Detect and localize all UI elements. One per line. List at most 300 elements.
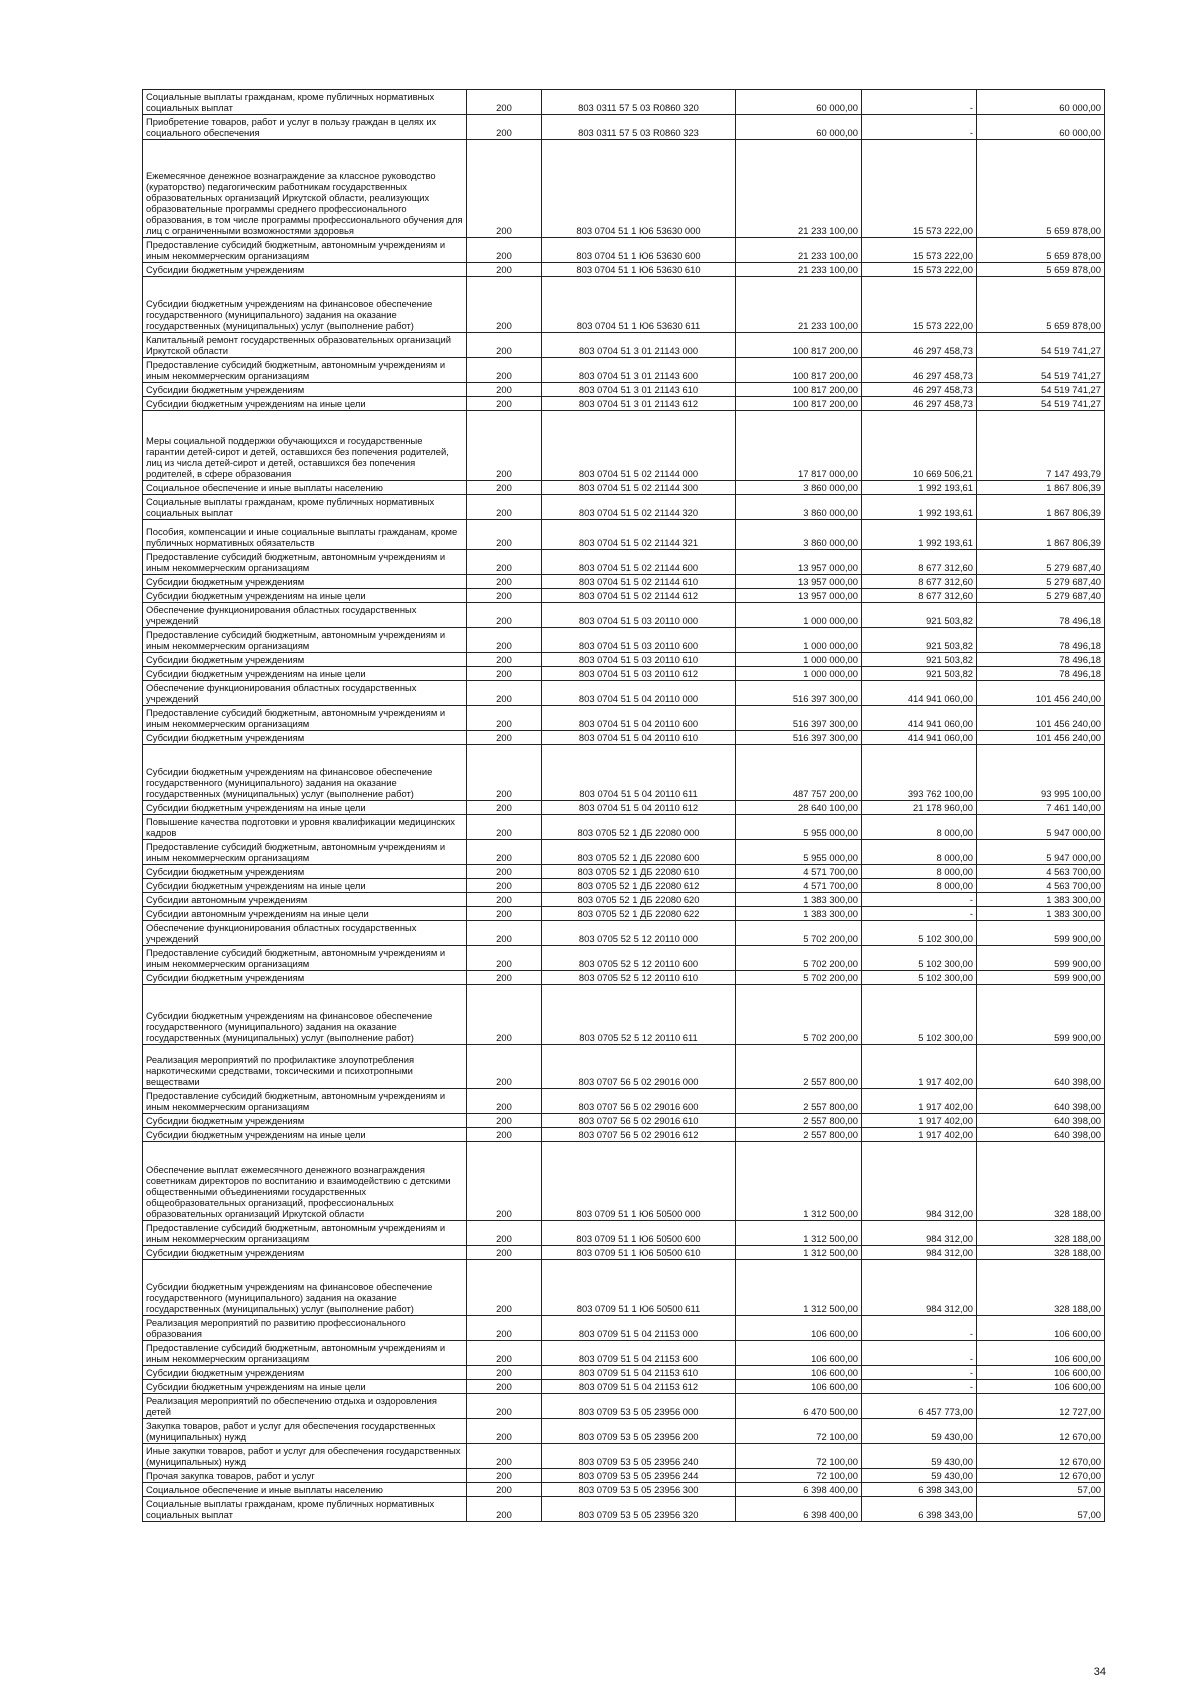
row-code: 200 xyxy=(467,801,542,815)
row-kbk: 803 0311 57 5 03 R0860 323 xyxy=(542,115,736,140)
row-executed: 46 297 458,73 xyxy=(862,397,977,411)
row-approved: 21 233 100,00 xyxy=(736,263,862,277)
row-approved: 60 000,00 xyxy=(736,115,862,140)
row-name: Субсидии бюджетным учреждениям на иные цели xyxy=(143,397,467,411)
row-code: 200 xyxy=(467,589,542,603)
row-executed: 8 000,00 xyxy=(862,879,977,893)
table-row xyxy=(143,238,1105,263)
row-kbk: 803 0707 56 5 02 29016 600 xyxy=(542,1089,736,1114)
row-kbk: 803 0704 51 5 03 20110 600 xyxy=(542,628,736,653)
row-code: 200 xyxy=(467,90,542,115)
row-kbk: 803 0709 51 5 04 21153 000 xyxy=(542,1316,736,1341)
row-executed: - xyxy=(862,115,977,140)
row-name: Повышение качества подготовки и уровня квалификации медицинских кадров xyxy=(143,815,467,840)
row-unexecuted: 5 947 000,00 xyxy=(977,815,1105,840)
row-unexecuted: 101 456 240,00 xyxy=(977,731,1105,745)
row-code: 200 xyxy=(467,971,542,985)
row-executed: - xyxy=(862,893,977,907)
table-row xyxy=(143,277,1105,333)
row-unexecuted: 12 727,00 xyxy=(977,1394,1105,1419)
row-unexecuted: 54 519 741,27 xyxy=(977,358,1105,383)
table-row xyxy=(143,1483,1105,1497)
row-executed: 15 573 222,00 xyxy=(862,238,977,263)
row-kbk: 803 0704 51 5 02 21144 612 xyxy=(542,589,736,603)
row-unexecuted: 54 519 741,27 xyxy=(977,333,1105,358)
row-unexecuted: 5 947 000,00 xyxy=(977,840,1105,865)
row-executed: 46 297 458,73 xyxy=(862,358,977,383)
row-approved: 21 233 100,00 xyxy=(736,277,862,333)
table-row xyxy=(143,1045,1105,1089)
row-executed: - xyxy=(862,907,977,921)
row-unexecuted: 5 659 878,00 xyxy=(977,140,1105,238)
row-name: Предоставление субсидий бюджетным, автономным учреждениям и иным некоммерческим организациям xyxy=(143,1221,467,1246)
row-approved: 1 312 500,00 xyxy=(736,1260,862,1316)
row-executed: 1 917 402,00 xyxy=(862,1045,977,1089)
row-unexecuted: 93 995 100,00 xyxy=(977,745,1105,801)
row-approved: 2 557 800,00 xyxy=(736,1128,862,1142)
row-unexecuted: 78 496,18 xyxy=(977,603,1105,628)
table-row xyxy=(143,946,1105,971)
row-code: 200 xyxy=(467,1114,542,1128)
row-unexecuted: 4 563 700,00 xyxy=(977,865,1105,879)
row-name: Субсидии автономным учреждениям xyxy=(143,893,467,907)
row-executed: 59 430,00 xyxy=(862,1469,977,1483)
row-kbk: 803 0704 51 5 02 21144 300 xyxy=(542,481,736,495)
row-name: Обеспечение функционирования областных государственных учреждений xyxy=(143,921,467,946)
table-row xyxy=(143,1142,1105,1221)
table-row xyxy=(143,603,1105,628)
row-kbk: 803 0704 51 3 01 21143 610 xyxy=(542,383,736,397)
table-row xyxy=(143,1089,1105,1114)
row-unexecuted: 5 659 878,00 xyxy=(977,263,1105,277)
row-code: 200 xyxy=(467,140,542,238)
row-approved: 1 383 300,00 xyxy=(736,907,862,921)
row-executed: - xyxy=(862,90,977,115)
table-row xyxy=(143,411,1105,481)
row-code: 200 xyxy=(467,667,542,681)
row-approved: 487 757 200,00 xyxy=(736,745,862,801)
row-name: Субсидии бюджетным учреждениям на финансовое обеспечение государственного (муниципального) задания на оказание государственных (муниципальных) услуг (выполнение работ) xyxy=(143,985,467,1045)
row-code: 200 xyxy=(467,681,542,706)
row-approved: 72 100,00 xyxy=(736,1469,862,1483)
row-kbk: 803 0707 56 5 02 29016 612 xyxy=(542,1128,736,1142)
table-row xyxy=(143,1221,1105,1246)
row-unexecuted: 4 563 700,00 xyxy=(977,879,1105,893)
row-kbk: 803 0705 52 5 12 20110 610 xyxy=(542,971,736,985)
row-approved: 21 233 100,00 xyxy=(736,140,862,238)
row-executed: 8 000,00 xyxy=(862,865,977,879)
row-name: Обеспечение функционирования областных государственных учреждений xyxy=(143,603,467,628)
table-row xyxy=(143,333,1105,358)
table-row xyxy=(143,1114,1105,1128)
row-code: 200 xyxy=(467,653,542,667)
row-unexecuted: 5 279 687,40 xyxy=(977,550,1105,575)
row-unexecuted: 640 398,00 xyxy=(977,1114,1105,1128)
row-kbk: 803 0704 51 5 02 21144 000 xyxy=(542,411,736,481)
row-kbk: 803 0704 51 1 Ю6 53630 000 xyxy=(542,140,736,238)
row-name: Социальное обеспечение и иные выплаты населению xyxy=(143,1483,467,1497)
row-executed: 59 430,00 xyxy=(862,1419,977,1444)
row-unexecuted: 640 398,00 xyxy=(977,1128,1105,1142)
row-unexecuted: 5 659 878,00 xyxy=(977,277,1105,333)
row-name: Субсидии бюджетным учреждениям на иные цели xyxy=(143,801,467,815)
row-name: Предоставление субсидий бюджетным, автономным учреждениям и иным некоммерческим организациям xyxy=(143,1089,467,1114)
table-row xyxy=(143,1380,1105,1394)
row-name: Капитальный ремонт государственных образовательных организаций Иркутской области xyxy=(143,333,467,358)
row-unexecuted: 7 147 493,79 xyxy=(977,411,1105,481)
row-unexecuted: 57,00 xyxy=(977,1497,1105,1522)
row-approved: 100 817 200,00 xyxy=(736,383,862,397)
row-approved: 5 955 000,00 xyxy=(736,815,862,840)
row-kbk: 803 0704 51 5 04 20110 611 xyxy=(542,745,736,801)
table-row xyxy=(143,1469,1105,1483)
row-kbk: 803 0709 53 5 05 23956 300 xyxy=(542,1483,736,1497)
row-executed: 1 917 402,00 xyxy=(862,1089,977,1114)
row-executed: 921 503,82 xyxy=(862,653,977,667)
row-executed: 46 297 458,73 xyxy=(862,383,977,397)
row-kbk: 803 0704 51 5 03 20110 610 xyxy=(542,653,736,667)
row-kbk: 803 0709 51 5 04 21153 610 xyxy=(542,1366,736,1380)
row-kbk: 803 0704 51 5 02 21144 600 xyxy=(542,550,736,575)
row-code: 200 xyxy=(467,1341,542,1366)
row-name: Реализация мероприятий по профилактике злоупотребления наркотическими средствами, токсическими и психотропными веществами xyxy=(143,1045,467,1089)
row-code: 200 xyxy=(467,1128,542,1142)
row-kbk: 803 0705 52 1 ДБ 22080 000 xyxy=(542,815,736,840)
row-kbk: 803 0704 51 5 04 20110 000 xyxy=(542,681,736,706)
row-approved: 4 571 700,00 xyxy=(736,865,862,879)
row-executed: 414 941 060,00 xyxy=(862,706,977,731)
row-name: Обеспечение функционирования областных государственных учреждений xyxy=(143,681,467,706)
row-unexecuted: 1 383 300,00 xyxy=(977,907,1105,921)
row-unexecuted: 78 496,18 xyxy=(977,667,1105,681)
row-name: Предоставление субсидий бюджетным, автономным учреждениям и иным некоммерческим организациям xyxy=(143,358,467,383)
table-row xyxy=(143,840,1105,865)
row-code: 200 xyxy=(467,1089,542,1114)
row-code: 200 xyxy=(467,815,542,840)
row-kbk: 803 0704 51 5 02 21144 320 xyxy=(542,495,736,520)
row-kbk: 803 0704 51 3 01 21143 600 xyxy=(542,358,736,383)
row-name: Субсидии бюджетным учреждениям xyxy=(143,731,467,745)
row-executed: 1 992 193,61 xyxy=(862,481,977,495)
page-number: 34 xyxy=(1093,1666,1106,1678)
row-code: 200 xyxy=(467,1366,542,1380)
row-kbk: 803 0704 51 5 02 21144 321 xyxy=(542,520,736,550)
table-row xyxy=(143,1419,1105,1444)
row-executed: 984 312,00 xyxy=(862,1221,977,1246)
row-name: Субсидии бюджетным учреждениям на финансовое обеспечение государственного (муниципального) задания на оказание государственных (муниципальных) услуг (выполнение работ) xyxy=(143,745,467,801)
row-approved: 5 955 000,00 xyxy=(736,840,862,865)
row-approved: 100 817 200,00 xyxy=(736,333,862,358)
row-kbk: 803 0704 51 5 03 20110 000 xyxy=(542,603,736,628)
row-approved: 1 000 000,00 xyxy=(736,628,862,653)
row-kbk: 803 0704 51 1 Ю6 53630 610 xyxy=(542,263,736,277)
row-approved: 106 600,00 xyxy=(736,1366,862,1380)
row-name: Обеспечение выплат ежемесячного денежного вознаграждения советникам директоров по воспитанию и взаимодействию с детскими общественными объединениями государственных общеобразовательных организаций, профессиональных образовательных организаций Иркутской области xyxy=(143,1142,467,1221)
row-executed: 8 000,00 xyxy=(862,815,977,840)
row-code: 200 xyxy=(467,1380,542,1394)
row-executed: 414 941 060,00 xyxy=(862,681,977,706)
row-kbk: 803 0709 53 5 05 23956 320 xyxy=(542,1497,736,1522)
table-row xyxy=(143,383,1105,397)
row-unexecuted: 640 398,00 xyxy=(977,1089,1105,1114)
row-executed: 6 457 773,00 xyxy=(862,1394,977,1419)
table-row xyxy=(143,706,1105,731)
row-executed: 393 762 100,00 xyxy=(862,745,977,801)
row-unexecuted: 5 279 687,40 xyxy=(977,589,1105,603)
row-code: 200 xyxy=(467,1045,542,1089)
table-row xyxy=(143,358,1105,383)
row-code: 200 xyxy=(467,985,542,1045)
table-row xyxy=(143,115,1105,140)
table-row xyxy=(143,681,1105,706)
row-code: 200 xyxy=(467,277,542,333)
row-code: 200 xyxy=(467,520,542,550)
row-name: Субсидии бюджетным учреждениям на финансовое обеспечение государственного (муниципального) задания на оказание государственных (муниципальных) услуг (выполнение работ) xyxy=(143,1260,467,1316)
row-kbk: 803 0709 51 1 Ю6 50500 610 xyxy=(542,1246,736,1260)
row-executed: 15 573 222,00 xyxy=(862,140,977,238)
row-executed: 8 677 312,60 xyxy=(862,575,977,589)
row-kbk: 803 0705 52 1 ДБ 22080 612 xyxy=(542,879,736,893)
table-row xyxy=(143,1246,1105,1260)
row-executed: 6 398 343,00 xyxy=(862,1483,977,1497)
row-name: Предоставление субсидий бюджетным, автономным учреждениям и иным некоммерческим организациям xyxy=(143,238,467,263)
row-executed: 8 000,00 xyxy=(862,840,977,865)
table-row xyxy=(143,1366,1105,1380)
row-unexecuted: 78 496,18 xyxy=(977,628,1105,653)
row-kbk: 803 0707 56 5 02 29016 610 xyxy=(542,1114,736,1128)
row-executed: 8 677 312,60 xyxy=(862,550,977,575)
row-name: Предоставление субсидий бюджетным, автономным учреждениям и иным некоммерческим организациям xyxy=(143,628,467,653)
row-approved: 1 312 500,00 xyxy=(736,1221,862,1246)
row-unexecuted: 12 670,00 xyxy=(977,1444,1105,1469)
row-unexecuted: 60 000,00 xyxy=(977,115,1105,140)
row-code: 200 xyxy=(467,1497,542,1522)
row-kbk: 803 0704 51 5 04 20110 610 xyxy=(542,731,736,745)
row-approved: 17 817 000,00 xyxy=(736,411,862,481)
row-code: 200 xyxy=(467,893,542,907)
row-code: 200 xyxy=(467,383,542,397)
row-kbk: 803 0709 51 5 04 21153 612 xyxy=(542,1380,736,1394)
row-approved: 3 860 000,00 xyxy=(736,520,862,550)
row-unexecuted: 1 867 806,39 xyxy=(977,520,1105,550)
table-row xyxy=(143,745,1105,801)
row-kbk: 803 0709 53 5 05 23956 240 xyxy=(542,1444,736,1469)
row-executed: 921 503,82 xyxy=(862,628,977,653)
table-row xyxy=(143,731,1105,745)
row-code: 200 xyxy=(467,879,542,893)
budget-execution-table xyxy=(142,89,1105,1522)
row-unexecuted: 101 456 240,00 xyxy=(977,706,1105,731)
row-kbk: 803 0709 51 5 04 21153 600 xyxy=(542,1341,736,1366)
row-code: 200 xyxy=(467,921,542,946)
row-executed: 1 917 402,00 xyxy=(862,1114,977,1128)
row-approved: 5 702 200,00 xyxy=(736,985,862,1045)
row-executed: - xyxy=(862,1366,977,1380)
row-unexecuted: 106 600,00 xyxy=(977,1341,1105,1366)
table-row xyxy=(143,815,1105,840)
table-row xyxy=(143,801,1105,815)
row-name: Социальные выплаты гражданам, кроме публичных нормативных социальных выплат xyxy=(143,90,467,115)
row-approved: 1 383 300,00 xyxy=(736,893,862,907)
row-name: Субсидии бюджетным учреждениям xyxy=(143,1366,467,1380)
row-approved: 2 557 800,00 xyxy=(736,1045,862,1089)
row-code: 200 xyxy=(467,1394,542,1419)
row-name: Социальные выплаты гражданам, кроме публичных нормативных социальных выплат xyxy=(143,495,467,520)
row-executed: 15 573 222,00 xyxy=(862,263,977,277)
row-approved: 72 100,00 xyxy=(736,1419,862,1444)
row-name: Субсидии бюджетным учреждениям xyxy=(143,653,467,667)
row-unexecuted: 1 383 300,00 xyxy=(977,893,1105,907)
row-executed: 5 102 300,00 xyxy=(862,971,977,985)
row-executed: 1 992 193,61 xyxy=(862,520,977,550)
row-approved: 106 600,00 xyxy=(736,1316,862,1341)
row-unexecuted: 599 900,00 xyxy=(977,971,1105,985)
row-code: 200 xyxy=(467,115,542,140)
row-approved: 5 702 200,00 xyxy=(736,971,862,985)
table-row xyxy=(143,921,1105,946)
table-row xyxy=(143,1341,1105,1366)
row-kbk: 803 0709 53 5 05 23956 244 xyxy=(542,1469,736,1483)
table-row xyxy=(143,397,1105,411)
row-unexecuted: 5 659 878,00 xyxy=(977,238,1105,263)
row-executed: - xyxy=(862,1380,977,1394)
row-approved: 13 957 000,00 xyxy=(736,550,862,575)
row-unexecuted: 54 519 741,27 xyxy=(977,383,1105,397)
row-unexecuted: 328 188,00 xyxy=(977,1246,1105,1260)
row-kbk: 803 0707 56 5 02 29016 000 xyxy=(542,1045,736,1089)
row-code: 200 xyxy=(467,745,542,801)
row-code: 200 xyxy=(467,1246,542,1260)
row-code: 200 xyxy=(467,1419,542,1444)
row-kbk: 803 0704 51 5 04 20110 612 xyxy=(542,801,736,815)
row-name: Закупка товаров, работ и услуг для обеспечения государственных (муниципальных) нужд xyxy=(143,1419,467,1444)
row-name: Субсидии бюджетным учреждениям на иные цели xyxy=(143,589,467,603)
row-name: Предоставление субсидий бюджетным, автономным учреждениям и иным некоммерческим организациям xyxy=(143,1341,467,1366)
table-row xyxy=(143,520,1105,550)
row-name: Субсидии бюджетным учреждениям xyxy=(143,865,467,879)
row-approved: 3 860 000,00 xyxy=(736,481,862,495)
row-executed: 921 503,82 xyxy=(862,603,977,628)
row-executed: 921 503,82 xyxy=(862,667,977,681)
row-executed: 59 430,00 xyxy=(862,1444,977,1469)
row-executed: 46 297 458,73 xyxy=(862,333,977,358)
row-approved: 1 000 000,00 xyxy=(736,667,862,681)
row-code: 200 xyxy=(467,575,542,589)
row-unexecuted: 54 519 741,27 xyxy=(977,397,1105,411)
row-name: Субсидии бюджетным учреждениям xyxy=(143,1114,467,1128)
row-name: Предоставление субсидий бюджетным, автономным учреждениям и иным некоммерческим организациям xyxy=(143,706,467,731)
row-approved: 5 702 200,00 xyxy=(736,946,862,971)
row-executed: 1 917 402,00 xyxy=(862,1128,977,1142)
row-kbk: 803 0705 52 1 ДБ 22080 622 xyxy=(542,907,736,921)
row-approved: 106 600,00 xyxy=(736,1380,862,1394)
table-row xyxy=(143,1260,1105,1316)
row-approved: 6 470 500,00 xyxy=(736,1394,862,1419)
row-kbk: 803 0709 51 1 Ю6 50500 000 xyxy=(542,1142,736,1221)
table-body xyxy=(143,90,1105,1522)
row-approved: 100 817 200,00 xyxy=(736,358,862,383)
table-row xyxy=(143,628,1105,653)
row-name: Предоставление субсидий бюджетным, автономным учреждениям и иным некоммерческим организациям xyxy=(143,946,467,971)
row-code: 200 xyxy=(467,731,542,745)
row-unexecuted: 7 461 140,00 xyxy=(977,801,1105,815)
row-approved: 5 702 200,00 xyxy=(736,921,862,946)
row-code: 200 xyxy=(467,411,542,481)
row-name: Субсидии автономным учреждениям на иные цели xyxy=(143,907,467,921)
row-unexecuted: 1 867 806,39 xyxy=(977,481,1105,495)
row-kbk: 803 0709 51 1 Ю6 50500 611 xyxy=(542,1260,736,1316)
row-approved: 21 233 100,00 xyxy=(736,238,862,263)
row-executed: - xyxy=(862,1341,977,1366)
table-row xyxy=(143,879,1105,893)
row-kbk: 803 0705 52 5 12 20110 600 xyxy=(542,946,736,971)
row-code: 200 xyxy=(467,946,542,971)
row-kbk: 803 0704 51 3 01 21143 612 xyxy=(542,397,736,411)
table-row xyxy=(143,1394,1105,1419)
row-unexecuted: 106 600,00 xyxy=(977,1316,1105,1341)
table-row xyxy=(143,985,1105,1045)
row-unexecuted: 101 456 240,00 xyxy=(977,681,1105,706)
row-code: 200 xyxy=(467,840,542,865)
row-code: 200 xyxy=(467,706,542,731)
row-code: 200 xyxy=(467,1142,542,1221)
row-unexecuted: 328 188,00 xyxy=(977,1142,1105,1221)
row-approved: 1 312 500,00 xyxy=(736,1246,862,1260)
row-kbk: 803 0704 51 1 Ю6 53630 611 xyxy=(542,277,736,333)
row-approved: 4 571 700,00 xyxy=(736,879,862,893)
row-approved: 13 957 000,00 xyxy=(736,575,862,589)
table-row xyxy=(143,907,1105,921)
table-row xyxy=(143,865,1105,879)
row-name: Приобретение товаров, работ и услуг в пользу граждан в целях их социального обеспечения xyxy=(143,115,467,140)
row-kbk: 803 0709 53 5 05 23956 000 xyxy=(542,1394,736,1419)
row-executed: 5 102 300,00 xyxy=(862,985,977,1045)
row-approved: 72 100,00 xyxy=(736,1444,862,1469)
row-unexecuted: 12 670,00 xyxy=(977,1419,1105,1444)
row-kbk: 803 0705 52 5 12 20110 611 xyxy=(542,985,736,1045)
row-executed: 984 312,00 xyxy=(862,1260,977,1316)
row-code: 200 xyxy=(467,1221,542,1246)
row-name: Субсидии бюджетным учреждениям xyxy=(143,971,467,985)
row-executed: 414 941 060,00 xyxy=(862,731,977,745)
row-code: 200 xyxy=(467,397,542,411)
row-approved: 516 397 300,00 xyxy=(736,731,862,745)
table-row xyxy=(143,263,1105,277)
row-executed: 15 573 222,00 xyxy=(862,277,977,333)
row-approved: 60 000,00 xyxy=(736,90,862,115)
row-approved: 100 817 200,00 xyxy=(736,397,862,411)
row-executed: 5 102 300,00 xyxy=(862,921,977,946)
row-kbk: 803 0704 51 5 04 20110 600 xyxy=(542,706,736,731)
row-unexecuted: 640 398,00 xyxy=(977,1045,1105,1089)
table-row xyxy=(143,667,1105,681)
row-name: Социальное обеспечение и иные выплаты населению xyxy=(143,481,467,495)
row-approved: 516 397 300,00 xyxy=(736,681,862,706)
row-name: Субсидии бюджетным учреждениям на финансовое обеспечение государственного (муниципального) задания на оказание государственных (муниципальных) услуг (выполнение работ) xyxy=(143,277,467,333)
table-row xyxy=(143,481,1105,495)
row-kbk: 803 0705 52 5 12 20110 000 xyxy=(542,921,736,946)
row-unexecuted: 106 600,00 xyxy=(977,1380,1105,1394)
row-name: Субсидии бюджетным учреждениям xyxy=(143,263,467,277)
row-kbk: 803 0709 53 5 05 23956 200 xyxy=(542,1419,736,1444)
row-unexecuted: 599 900,00 xyxy=(977,946,1105,971)
row-name: Субсидии бюджетным учреждениям на иные цели xyxy=(143,667,467,681)
table-row xyxy=(143,653,1105,667)
row-code: 200 xyxy=(467,907,542,921)
row-name: Субсидии бюджетным учреждениям xyxy=(143,383,467,397)
row-name: Предоставление субсидий бюджетным, автономным учреждениям и иным некоммерческим организациям xyxy=(143,840,467,865)
table-row xyxy=(143,589,1105,603)
